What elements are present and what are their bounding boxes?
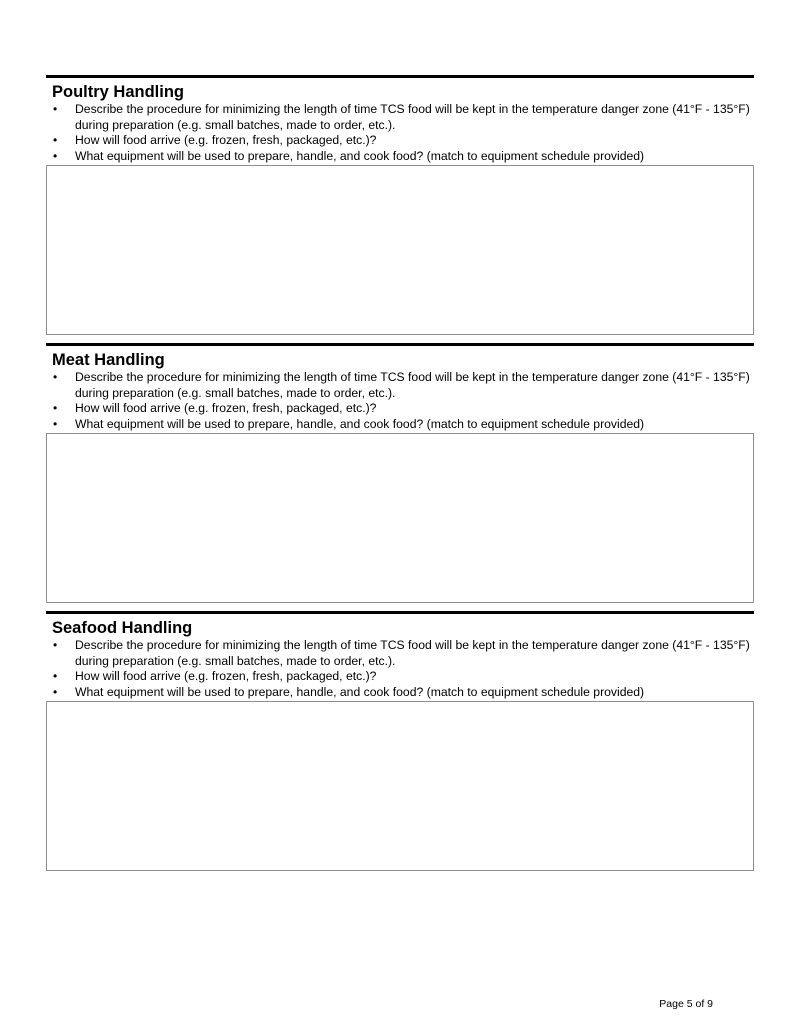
section-divider — [46, 343, 754, 346]
seafood-answer-box[interactable] — [46, 701, 754, 871]
instruction-item: • Describe the procedure for minimizing the length of time TCS food will be kept in the temperature danger zone (41°F - 135°F) during preparation (e.g. small batches, made to order, etc.). — [46, 102, 754, 133]
instruction-list — [46, 638, 754, 700]
section-divider — [46, 611, 754, 614]
instruction-item: • How will food arrive (e.g. frozen, fresh, packaged, etc.)? — [46, 401, 754, 417]
poultry-answer-box[interactable] — [46, 165, 754, 335]
section-divider — [46, 75, 754, 78]
seafood-handling-section — [46, 611, 754, 871]
poultry-handling-section — [46, 75, 754, 335]
section-title: Poultry Handling — [52, 83, 184, 101]
instruction-item: • Describe the procedure for minimizing the length of time TCS food will be kept in the temperature danger zone (41°F - 135°F) during preparation (e.g. small batches, made to order, etc.). — [46, 638, 754, 669]
instruction-list — [46, 102, 754, 164]
instruction-item: • How will food arrive (e.g. frozen, fresh, packaged, etc.)? — [46, 669, 754, 685]
section-title: Meat Handling — [52, 351, 165, 369]
section-title: Seafood Handling — [52, 619, 193, 637]
instruction-list — [46, 370, 754, 432]
meat-answer-box[interactable] — [46, 433, 754, 603]
instruction-item: • What equipment will be used to prepare, handle, and cook food? (match to equipment schedule provided) — [46, 685, 754, 701]
meat-handling-section — [46, 343, 754, 603]
page-number: Page 5 of 9 — [659, 998, 713, 1010]
instruction-item: • Describe the procedure for minimizing the length of time TCS food will be kept in the temperature danger zone (41°F - 135°F) during preparation (e.g. small batches, made to order, etc.). — [46, 370, 754, 401]
instruction-item: • How will food arrive (e.g. frozen, fresh, packaged, etc.)? — [46, 133, 754, 149]
instruction-item: • What equipment will be used to prepare, handle, and cook food? (match to equipment schedule provided) — [46, 417, 754, 433]
instruction-item: • What equipment will be used to prepare, handle, and cook food? (match to equipment schedule provided) — [46, 149, 754, 165]
